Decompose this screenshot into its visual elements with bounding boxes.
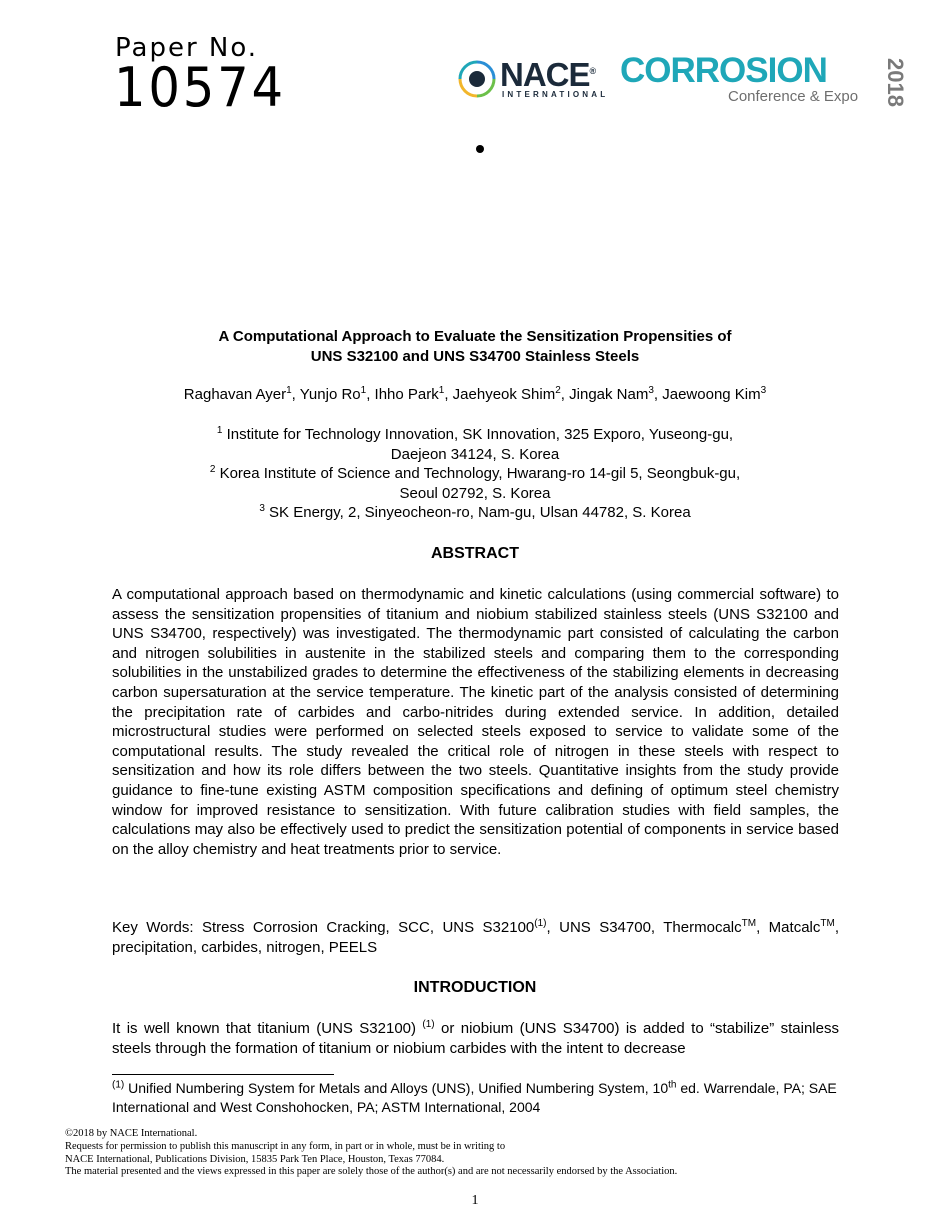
- author-affil-mark: 1: [438, 385, 445, 396]
- affiliation-2-cont: Seoul 02792, S. Korea: [399, 484, 551, 502]
- paper-number: 10574: [114, 56, 286, 119]
- paper-number-label: Paper No.: [115, 33, 259, 63]
- paper-title: [110, 327, 840, 367]
- bullet-dot: [476, 145, 484, 153]
- author-affil-mark: 1: [286, 385, 292, 396]
- author-name: Raghavan Ayer: [183, 386, 287, 403]
- author-name: Jaehyeok Shim: [452, 386, 556, 403]
- conference-expo-label: Conference & Expo: [728, 88, 859, 105]
- title-line-2: UNS S32100 and UNS S34700 Stainless Steels: [310, 348, 640, 365]
- affiliation-list: [110, 425, 840, 523]
- affiliation-1: $^1$ Institute for Technology Innovation, SK Innovation, 325 Exporo, Yuseong-gu,: [216, 425, 734, 443]
- author-list: Raghavan Ayer$^1$, Yunjo Ro$^1$, Ihho Park$^1$, Jaehyeok Shim$^2$, Jingak Nam$^3$, Jaewoong Kim$^3$: [183, 385, 767, 403]
- introduction-heading: INTRODUCTION: [413, 979, 537, 996]
- abstract-text: A computational approach based on thermodynamic and kinetic calculations (using commercial software) to assess the sensitization propensities of titanium and niobium stabilized stainless steels (UNS S32100 and UNS S34700, respectively) was investigated. The thermodynamic part consisted of calculating the carbon and nitrogen solubilities in austenite in the stabilized steels and comparing them to the corresponding solubilities in the unstabilized grades to determine the effectiveness of the stabilizing elements in decreasing carbon supersaturation at the service temperature. The kinetic part of the analysis consisted of determining the precipitation rate of carbides and carbo-nitrides during extended service. In addition, detailed microstructural studies were performed on selected steels exposed to service to validate some of the computational results. The study revealed the critical role of nitrogen in these steels with respect to sensitization and how its role differs between the two steels. Quantitative insights from the study provide guidance to fine-tune existing ASTM composition specifications and defining of optimum steel chemistry window for improved resistance to sensitization. With future calibration studies with field samples, the calculations may also be effectively used to predict the sensitization potential of components in service based on the alloy chemistry and heat treatments prior to service.: [112, 586, 839, 858]
- affiliation-1-cont: Daejeon 34124, S. Korea: [390, 445, 560, 463]
- author-name: Jaewoong Kim: [662, 386, 761, 403]
- nace-globe-icon: [456, 58, 498, 100]
- author-affil-mark: 2: [555, 385, 561, 396]
- year-label: [868, 56, 908, 107]
- keywords: Key Words: Stress Corrosion Cracking, SCC, UNS S32100$^{(1)}$, UNS S34700, Thermocalc™, Matcalc™, precipitation, carbides, nitrogen, PEELS: [112, 918, 839, 956]
- nace-subtitle: INTERNATIONAL: [502, 90, 609, 99]
- author-name: Jingak Nam: [569, 386, 649, 403]
- author-affil-mark: 3: [648, 385, 654, 396]
- corrosion-wordmark: CORROSION: [620, 51, 827, 90]
- author-name: Ihho Park: [374, 386, 439, 403]
- author-affil-mark: 1: [360, 385, 367, 396]
- author-affil-mark: 3: [760, 385, 767, 396]
- title-line-1: A Computational Approach to Evaluate the Sensitization Propensities of: [218, 328, 732, 345]
- author-name: Yunjo Ro: [299, 386, 361, 403]
- footnote-divider: [112, 1074, 334, 1075]
- abstract-heading: ABSTRACT: [431, 545, 519, 562]
- page-number: 1: [471, 1193, 479, 1208]
- footnote: $^{(1)}$ Unified Numbering System for Metals and Alloys (UNS), Unified Numbering System, 10th ed. Warrendale, PA; SAE International and West Conshohocken, PA; ASTM International, 2004: [112, 1079, 837, 1115]
- introduction-text: It is well known that titanium (UNS S32100) $^{(1)}$ or niobium (UNS S34700) is added to “stabilize” stainless steels through the formation of titanium or niobium carbides with the intent to decrease: [112, 1019, 839, 1057]
- nace-wordmark: NACE®: [500, 56, 596, 93]
- affiliation-2: $^2$ Korea Institute of Science and Technology, Hwarang-ro 14-gil 5, Seongbuk-gu,: [209, 464, 741, 482]
- copyright-notice: ©2018 by NACE International. Requests for permission to publish this manuscript in any form, in part or in whole, must be in writing to NACE International, Publications Division, 15835 Park Ten Place, Houston, Texas 77084. The material presented and the views expressed in this paper are solely those of the author(s) and are not necessarily endorsed by the Association.: [65, 1128, 678, 1178]
- affiliation-3: $^3$ SK Energy, 2, Sinyeocheon-ro, Nam-gu, Ulsan 44782, S. Korea: [259, 503, 691, 521]
- svg-text:2018: 2018: [883, 58, 908, 107]
